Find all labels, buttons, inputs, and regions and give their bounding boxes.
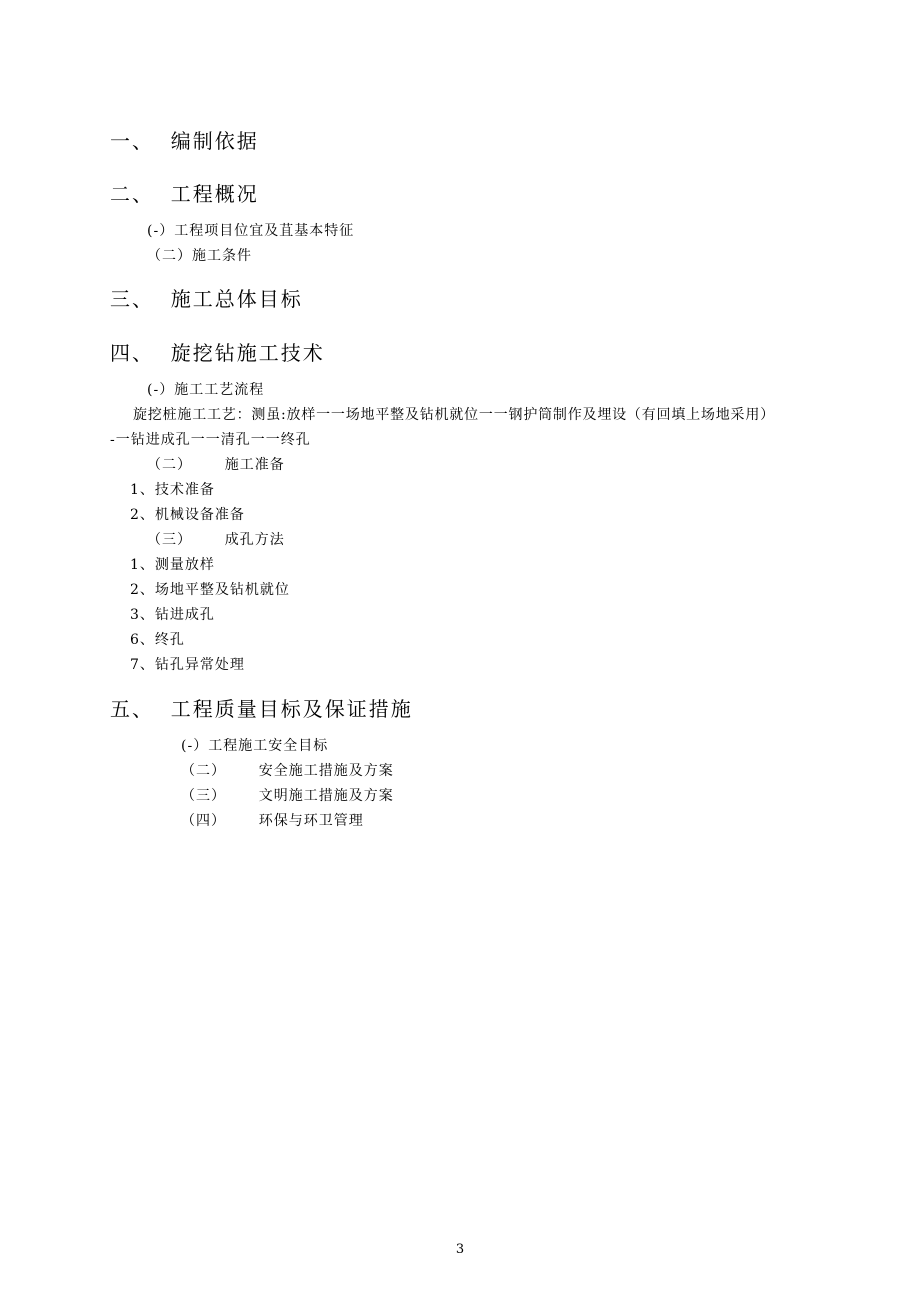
toc-entry: （二） 施工准备	[147, 457, 285, 473]
toc-heading-3: 三、 施工总体目标	[110, 287, 303, 311]
toc-subentry: 2、场地平整及钻机就位	[130, 582, 290, 598]
toc-subentry: 2、机械设备准备	[130, 507, 245, 523]
toc-entry: （四） 环保与环卫管理	[181, 813, 364, 829]
process-flow-text: 旋挖桩施工工艺：测虽:放样一一场地平整及钻机就位一一钢护筒制作及埋设（有回填上场地采用）	[133, 407, 775, 423]
toc-subentry: 7、钻孔异常处理	[130, 657, 245, 673]
toc-heading-1: 一、 编制依据	[110, 129, 259, 153]
toc-subentry: 1、测量放样	[130, 557, 215, 573]
toc-entry: (-）工程施工安全目标	[181, 738, 329, 754]
toc-subentry: 6、终孔	[130, 632, 185, 648]
toc-heading-5: 五、 工程质量目标及保证措施	[110, 697, 413, 721]
toc-entry: (-）施工工艺流程	[147, 382, 265, 398]
toc-heading-2: 二、 工程概况	[110, 182, 259, 206]
toc-entry: （三） 成孔方法	[147, 532, 285, 548]
toc-entry: (-）工程项目位宜及苴基本特征	[147, 223, 355, 239]
toc-entry: （二）施工条件	[147, 248, 252, 264]
page-number: 3	[455, 1242, 465, 1257]
process-flow-text: -一钻进成孔一一清孔一一终孔	[110, 432, 311, 448]
toc-entry: （二） 安全施工措施及方案	[181, 763, 394, 779]
toc-subentry: 1、技术准备	[130, 482, 215, 498]
toc-entry: （三） 文明施工措施及方案	[181, 788, 394, 804]
toc-subentry: 3、钻进成孔	[130, 607, 215, 623]
toc-heading-4: 四、 旋挖钻施工技术	[110, 341, 325, 365]
